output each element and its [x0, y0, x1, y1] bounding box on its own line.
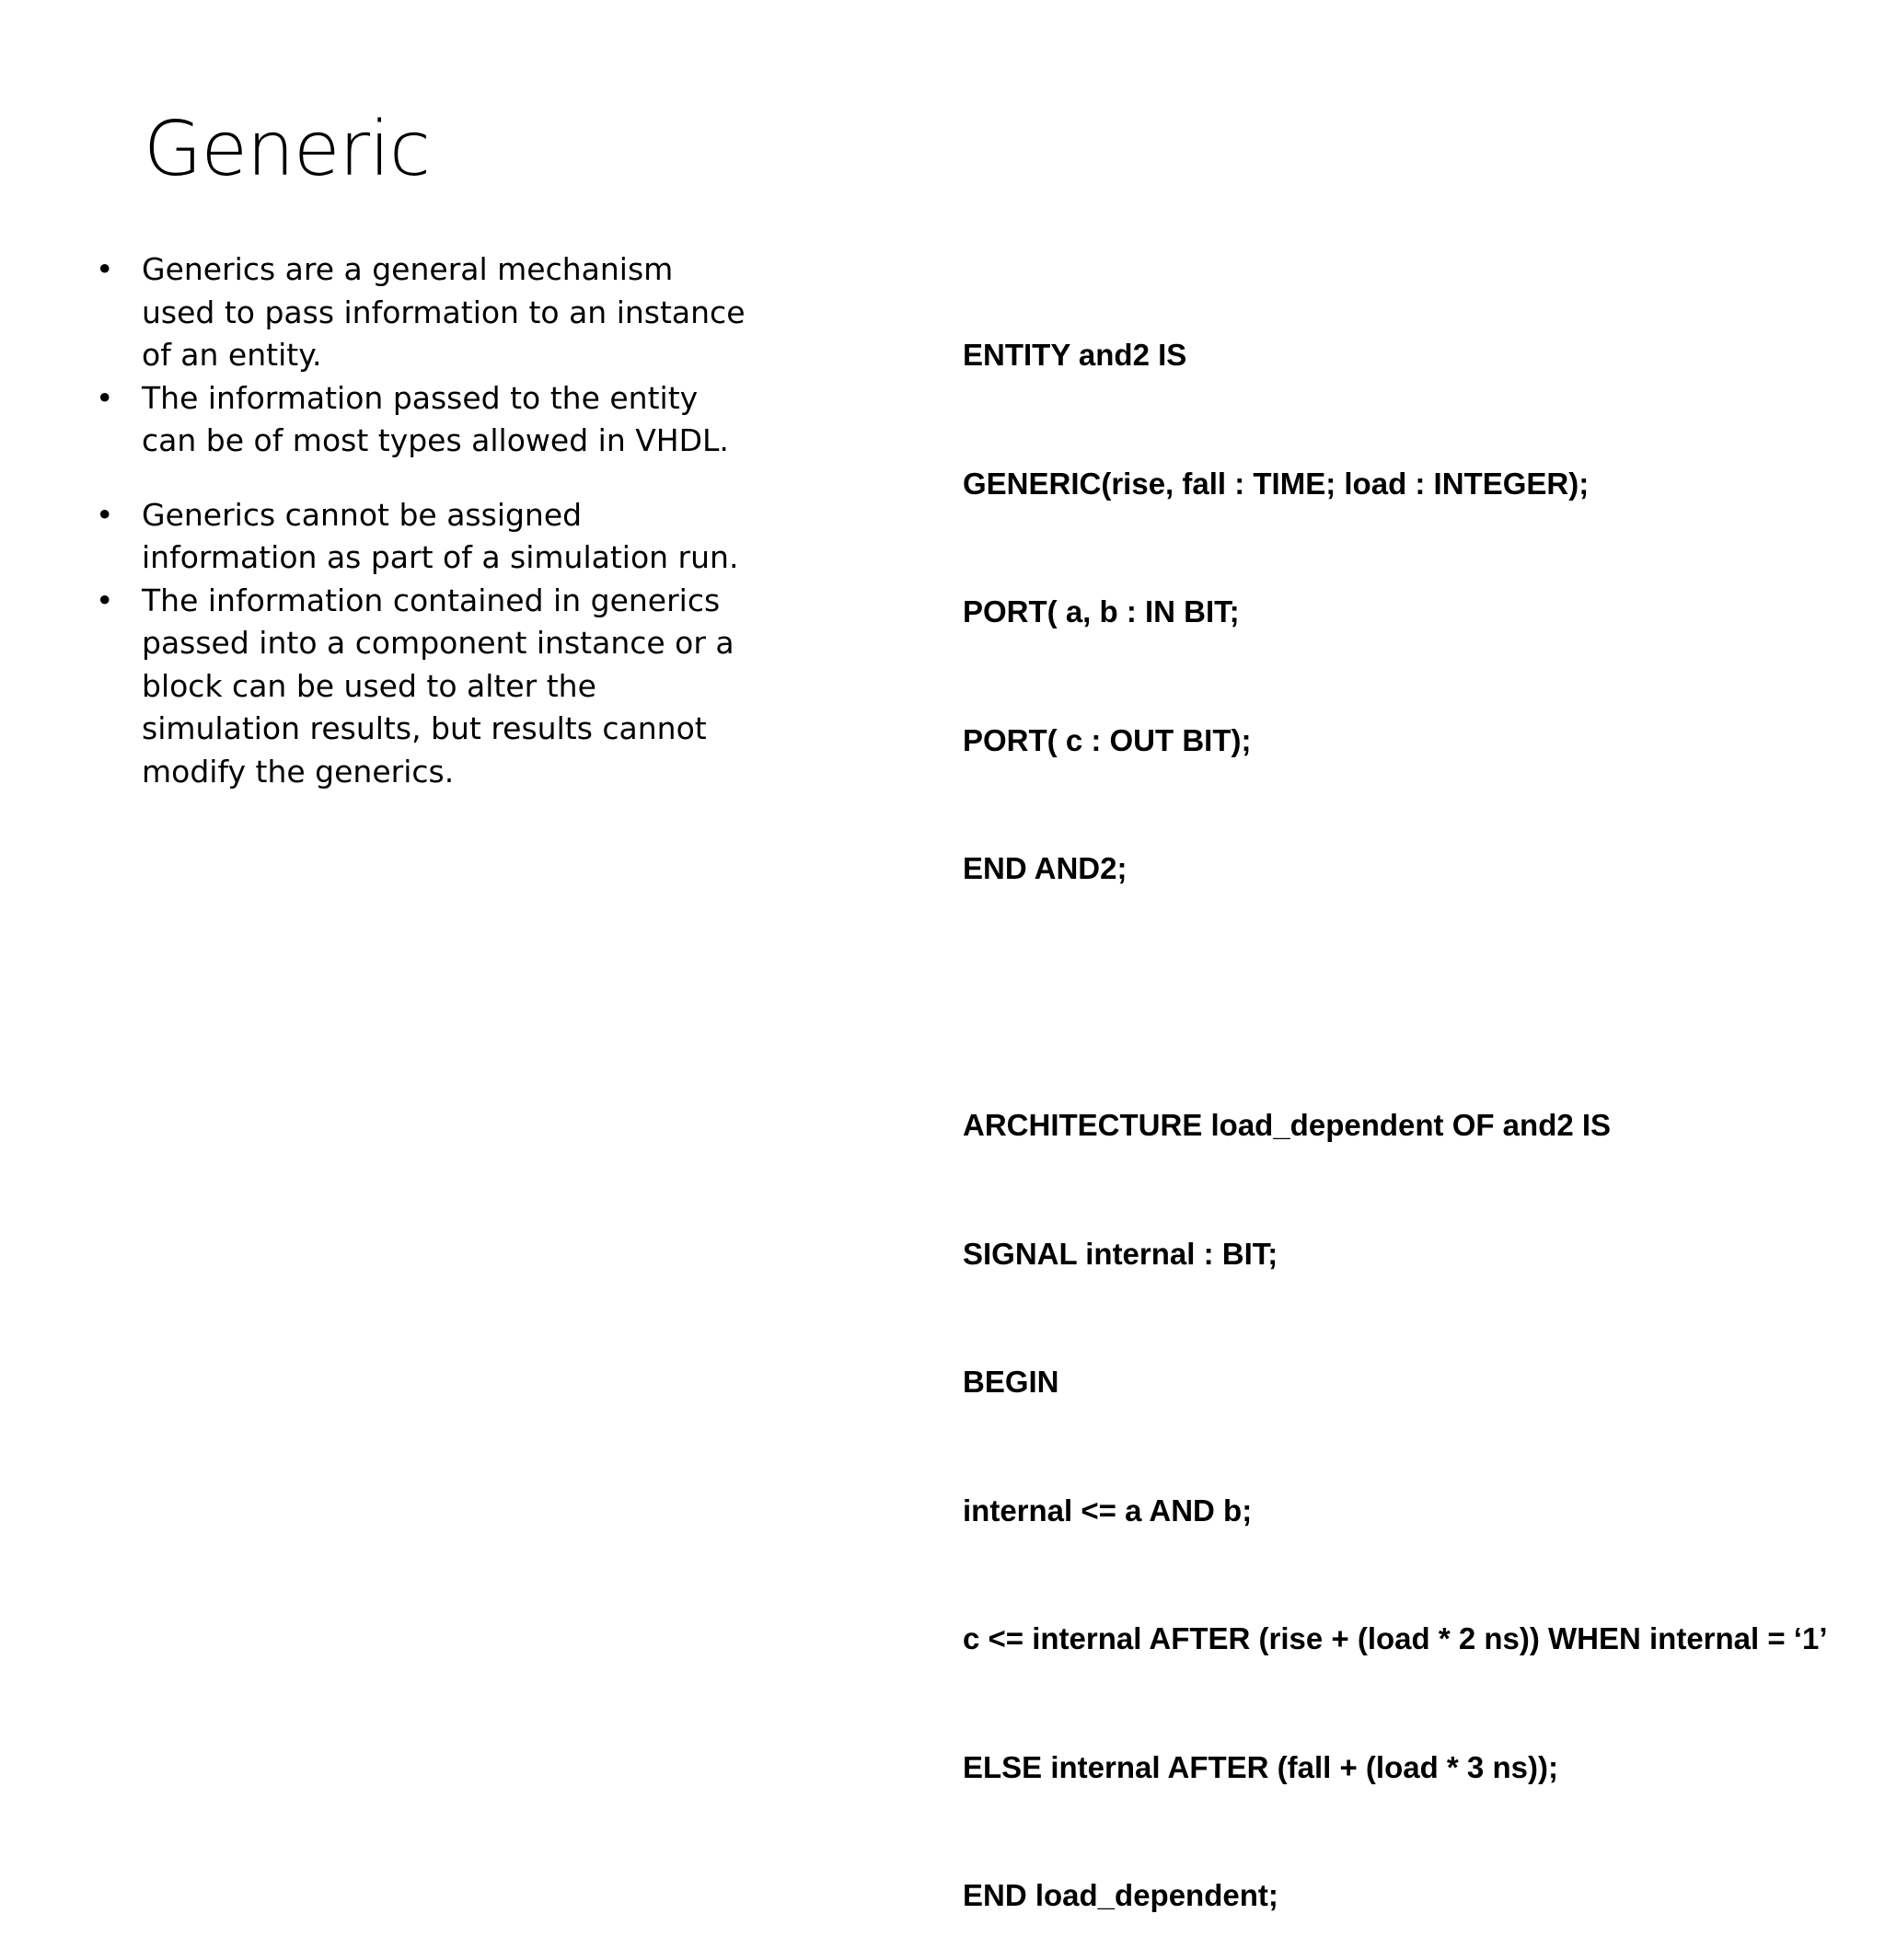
bullet-item	[92, 494, 755, 580]
code-line: SIGNAL internal : BIT;	[963, 1236, 1278, 1271]
code-line: END AND2;	[963, 851, 1128, 885]
bullet-icon: •	[96, 496, 114, 533]
code-line: BEGIN	[963, 1365, 1059, 1399]
bullet-text: Generics cannot be assigned information as part of a simulation run.	[142, 496, 739, 575]
bullet-item	[92, 377, 755, 463]
bullet-icon: •	[96, 582, 114, 618]
code-line: END load_dependent;	[963, 1878, 1278, 1912]
code-line	[963, 976, 1874, 1020]
bullet-icon: •	[96, 379, 114, 416]
bullet-text: The information contained in generics passed into a component instance or a block can be used to alter the simulation results, but results cannot modify the generics.	[142, 582, 734, 790]
vhdl-code-block	[963, 248, 1874, 1960]
bullet-icon: •	[96, 251, 114, 287]
bullet-text: The information passed to the entity can be of most types allowed in VHDL.	[142, 379, 729, 458]
code-line: ARCHITECTURE load_dependent OF and2 IS	[963, 1108, 1612, 1142]
bullet-text: Generics are a general mechanism used to pass information to an instance of an entity.	[142, 251, 746, 373]
code-line: internal <= a AND b;	[963, 1493, 1253, 1528]
code-line: c <= internal AFTER (rise + (load * 2 ns)) WHEN internal = ‘1’	[963, 1621, 1828, 1655]
code-line: GENERIC(rise, fall : TIME; load : INTEGER);	[963, 466, 1590, 501]
code-line: ENTITY and2 IS	[963, 338, 1187, 372]
code-line: PORT( c : OUT BIT);	[963, 722, 1252, 757]
slide-title: Generic	[144, 106, 430, 193]
code-line: PORT( a, b : IN BIT;	[963, 594, 1240, 628]
bullet-item	[92, 248, 755, 377]
code-line: ELSE internal AFTER (fall + (load * 3 ns));	[963, 1749, 1558, 1784]
bullet-item	[92, 580, 755, 794]
bullet-list	[92, 248, 755, 793]
